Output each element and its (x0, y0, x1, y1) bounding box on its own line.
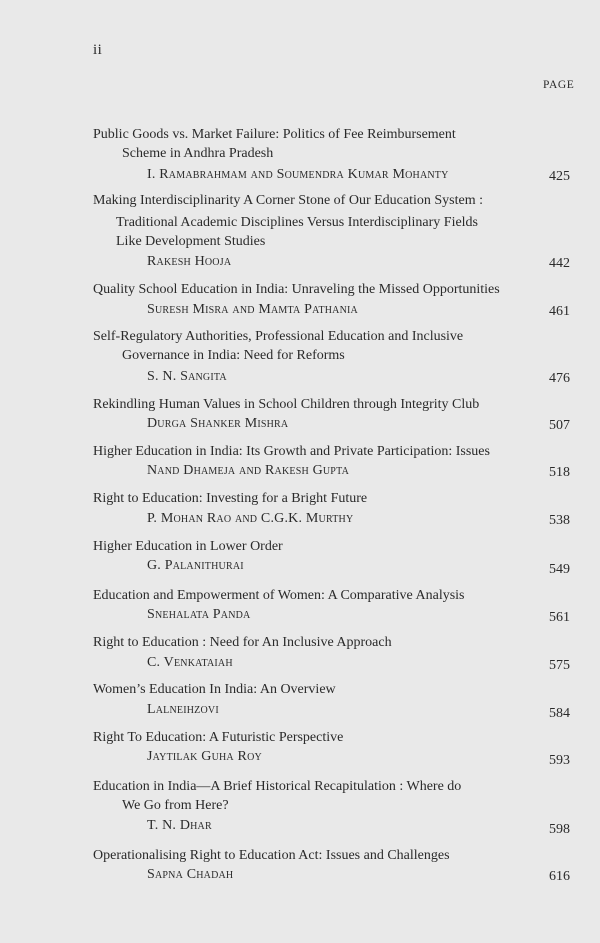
entry-page-number: 442 (549, 256, 570, 271)
entry-title-line: Higher Education in Lower Order (93, 539, 283, 554)
entry-authors: P. Mohan Rao and C.G.K. Murthy (147, 511, 354, 526)
entry-page-number: 616 (549, 869, 570, 884)
entry-page-number: 461 (549, 304, 570, 319)
entry-page-number: 549 (549, 562, 570, 577)
entry-title-line: We Go from Here? (122, 798, 229, 813)
entry-title-line: Women’s Education In India: An Overview (93, 682, 336, 697)
entry-authors: S. N. Sangita (147, 369, 227, 384)
entry-authors: Suresh Misra and Mamta Pathania (147, 302, 358, 317)
entry-title-line: Higher Education in India: Its Growth and Private Participation: Issues (93, 444, 490, 459)
entry-authors: Durga Shanker Mishra (147, 416, 289, 431)
entry-title-line: Traditional Academic Disciplines Versus Interdisciplinary Fields (116, 215, 479, 230)
entry-page-number: 538 (549, 513, 570, 528)
entry-authors: I. Ramabrahmam and Soumendra Kumar Mohanty (147, 167, 449, 182)
entry-page-number: 561 (549, 610, 570, 625)
entry-authors: Lalneihzovi (147, 702, 219, 717)
entry-title-line: Governance in India: Need for Reforms (122, 348, 345, 363)
entry-authors: Nand Dhameja and Rakesh Gupta (147, 463, 350, 478)
entry-title-line: Right to Education : Need for An Inclusive Approach (93, 635, 392, 650)
entry-page-number: 598 (549, 822, 570, 837)
page-number: ii (93, 42, 103, 58)
entry-title-line: Education and Empowerment of Women: A Comparative Analysis (93, 588, 465, 603)
entry-title-line: Making Interdisciplinarity A Corner Stone of Our Education System : (93, 193, 483, 208)
entry-title-line: Operationalising Right to Education Act: Issues and Challenges (93, 848, 450, 863)
page-column-header: PAGE (543, 79, 575, 91)
entry-title-line: Public Goods vs. Market Failure: Politics of Fee Reimbursement (93, 127, 456, 142)
entry-authors: C. Venkataiah (147, 655, 233, 670)
entry-page-number: 584 (549, 706, 570, 721)
entry-page-number: 593 (549, 753, 570, 768)
entry-page-number: 518 (549, 465, 570, 480)
entry-authors: Jaytilak Guha Roy (147, 749, 262, 764)
entry-title-line: Scheme in Andhra Pradesh (122, 146, 274, 161)
entry-authors: Rakesh Hooja (147, 254, 232, 269)
entry-page-number: 507 (549, 418, 570, 433)
entry-title-line: Like Development Studies (116, 234, 266, 249)
entry-authors: Snehalata Panda (147, 607, 251, 622)
entry-title-line: Right To Education: A Futuristic Perspective (93, 730, 344, 745)
entry-title-line: Education in India—A Brief Historical Recapitulation : Where do (93, 779, 462, 794)
entry-title-line: Self-Regulatory Authorities, Professional Education and Inclusive (93, 329, 464, 344)
entry-page-number: 425 (549, 169, 570, 184)
entry-title-line: Rekindling Human Values in School Children through Integrity Club (93, 397, 480, 412)
entry-page-number: 476 (549, 371, 570, 386)
entry-title-line: Quality School Education in India: Unraveling the Missed Opportunities (93, 282, 500, 297)
entry-title-line: Right to Education: Investing for a Bright Future (93, 491, 368, 506)
entry-page-number: 575 (549, 658, 570, 673)
entry-authors: Sapna Chadah (147, 867, 234, 882)
entry-authors: T. N. Dhar (147, 818, 212, 833)
entry-authors: G. Palanithurai (147, 558, 244, 573)
